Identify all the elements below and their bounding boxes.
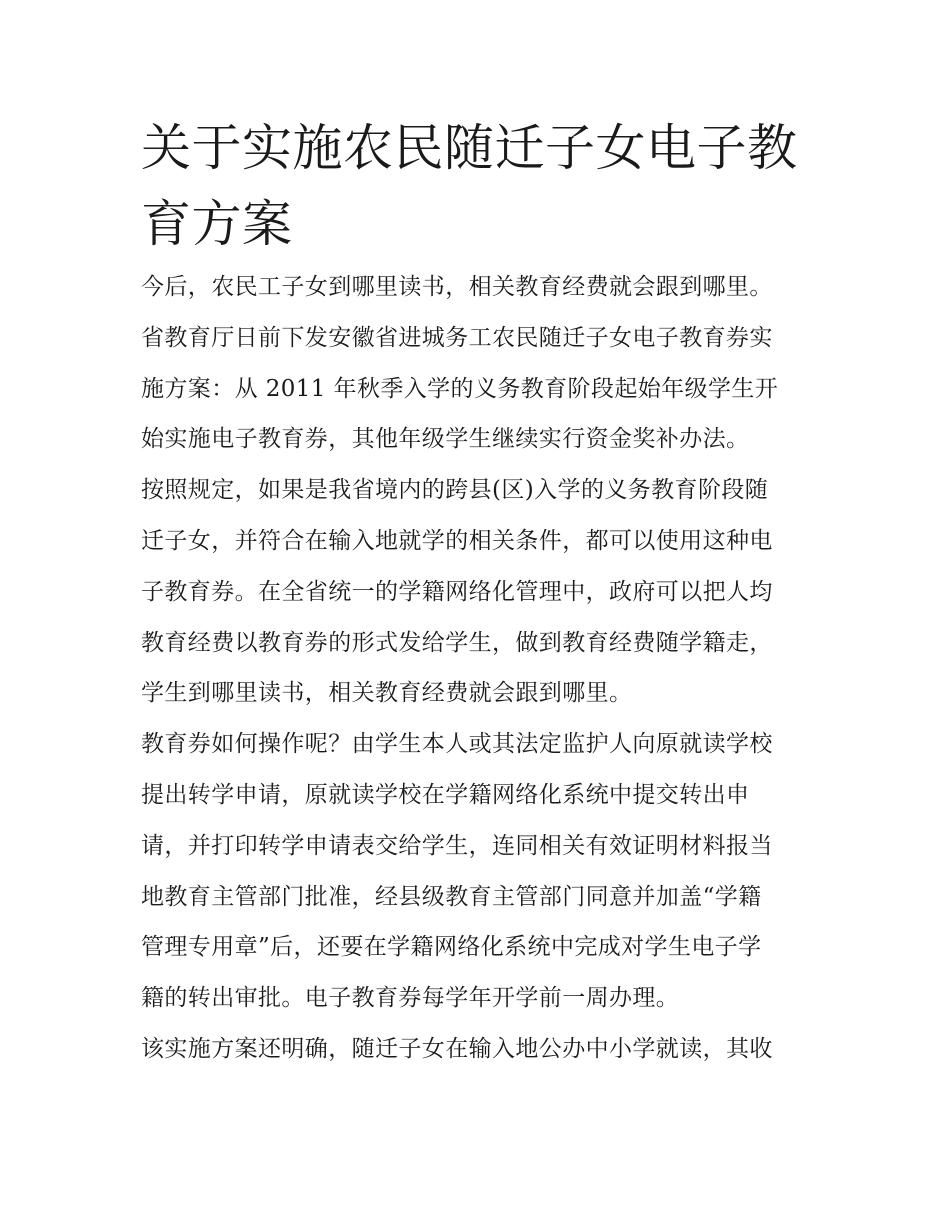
text-line: 今后，农民工子女到哪里读书，相关教育经费就会跟到哪里。 bbox=[141, 274, 773, 300]
text-line: 省教育厅日前下发安徽省进城务工农民随迁子女电子教育券实 bbox=[141, 324, 773, 351]
title-line: 育方案 bbox=[141, 195, 293, 253]
text-line: 请，并打印转学申请表交给学生，连同相关有效证明材料报当 bbox=[141, 832, 773, 859]
paragraph bbox=[141, 465, 813, 719]
text-line: 施方案：从 2011 年秋季入学的义务教育阶段起始年级学生开 bbox=[141, 375, 779, 402]
text-line: 教育券如何操作呢？由学生本人或其法定监护人向原就读学校 bbox=[141, 731, 773, 758]
document-body bbox=[141, 110, 813, 1075]
text-line: 始实施电子教育券，其他年级学生继续实行资金奖补办法。 bbox=[141, 426, 750, 453]
text-line: 该实施方案还明确，随迁子女在输入地公办中小学就读，其收 bbox=[141, 1035, 773, 1062]
text-line: 迁子女，并符合在输入地就学的相关条件，都可以使用这种电 bbox=[141, 527, 773, 554]
text-line: 子教育券。在全省统一的学籍网络化管理中，政府可以把人均 bbox=[141, 578, 773, 605]
paragraph bbox=[141, 1024, 813, 1075]
text-line: 地教育主管部门批准，经县级教育主管部门同意并加盖“学籍 bbox=[141, 883, 762, 910]
text-line: 按照规定，如果是我省境内的跨县(区)入学的义务教育阶段随 bbox=[141, 477, 769, 504]
document-title bbox=[141, 110, 813, 262]
paragraph bbox=[141, 719, 813, 1024]
text-line: 管理专用章”后，还要在学籍网络化系统中完成对学生电子学 bbox=[141, 934, 762, 961]
text-line: 提出转学申请，原就读学校在学籍网络化系统中提交转出申 bbox=[141, 781, 750, 808]
text-line: 籍的转出审批。电子教育券每学年开学前一周办理。 bbox=[141, 985, 680, 1012]
title-line: 关于实施农民随迁子女电子教 bbox=[141, 119, 798, 177]
text-line: 学生到哪里读书，相关教育经费就会跟到哪里。 bbox=[141, 680, 633, 707]
paragraph bbox=[141, 262, 813, 465]
text-line: 教育经费以教育券的形式发给学生，做到教育经费随学籍走， bbox=[141, 629, 773, 656]
